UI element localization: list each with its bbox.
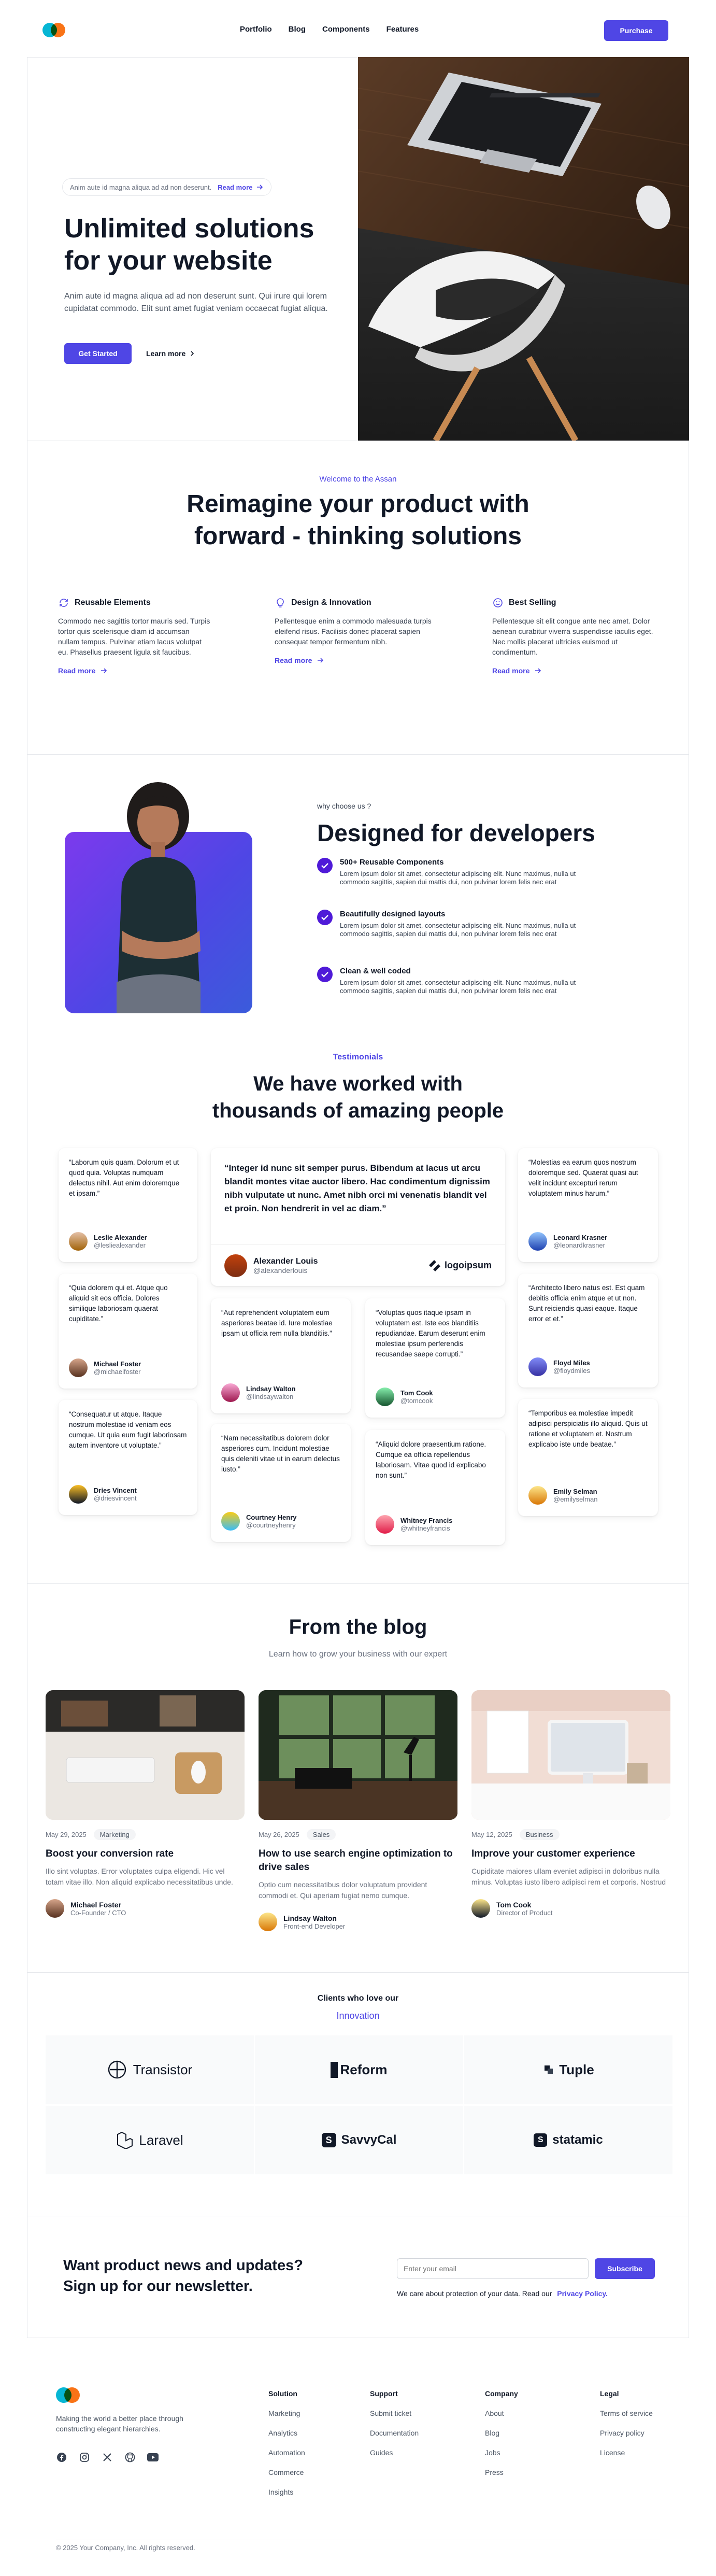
testimonial-quote: “Aliquid dolore praesentium ratione. Cumque ea officia repellendus laboriosam. Vitae quod id explicabo non sunt.” [376, 1440, 486, 1479]
avatar [528, 1232, 547, 1251]
post-date: May 12, 2025 [471, 1831, 512, 1838]
testimonials-section [0, 1034, 716, 1583]
logo-text: statamic [552, 2133, 603, 2147]
avatar [259, 1913, 277, 1931]
footer-link[interactable]: About [485, 2409, 504, 2417]
why-item [317, 910, 583, 938]
author-handle: @tomcook [400, 1397, 433, 1405]
hero-description: Anim aute id magna aliqua ad ad non deserunt sunt. Qui irure qui lorem cupidatat commodo. Elit sunt amet fugiat veniam occaecat fugiat aliqua. [64, 292, 328, 313]
feature-title: Best Selling [509, 598, 556, 607]
post-title[interactable]: Improve your customer experience [471, 1848, 635, 1859]
logo-text: Laravel [139, 2132, 183, 2148]
author-handle: @leonardkrasner [553, 1241, 605, 1249]
why-section [0, 754, 716, 1034]
avatar [69, 1358, 88, 1377]
author-name: Alexander Louis [253, 1256, 318, 1266]
laravel-icon [116, 2131, 134, 2149]
post-title[interactable]: How to use search engine optimization to drive sales [259, 1848, 453, 1873]
testimonial-author [221, 1512, 297, 1531]
author-name: Leslie Alexander [94, 1234, 147, 1241]
blog-post-image[interactable] [46, 1690, 245, 1820]
why-item-body: Lorem ipsum dolor sit amet, consectetur adipiscing elit. Nunc maximus, nulla ut commodo sagittis, sapien dui mattis dui, non pulvinar lorem felis nec erat [340, 922, 576, 938]
why-item [317, 858, 583, 886]
why-item-title: Clean & well coded [340, 967, 411, 975]
statamic-icon: S [534, 2133, 547, 2147]
author-handle: @driesvincent [94, 1494, 137, 1502]
brand-logo[interactable] [42, 23, 67, 37]
newsletter-title [63, 2255, 303, 2297]
post-title[interactable]: Boost your conversion rate [46, 1848, 174, 1859]
post-author [259, 1913, 457, 1931]
laptop-desk-photo [358, 57, 689, 441]
footer-link[interactable]: Jobs [485, 2448, 500, 2457]
footer-tagline: Making the world a better place through constructing elegant hierarchies. [56, 2414, 183, 2433]
blog-post [471, 1829, 670, 1918]
footer-link[interactable]: Analytics [268, 2429, 298, 2437]
top-nav [0, 0, 716, 57]
footer-column-head: Support [370, 2389, 398, 2398]
client-logo-transistor [46, 2035, 254, 2104]
blog-section [0, 1583, 716, 1967]
nav-link-portfolio[interactable]: Portfolio [240, 25, 272, 34]
testimonial-author [69, 1485, 137, 1504]
intro-title-line2: forward - thinking solutions [194, 522, 522, 550]
testimonial-quote: “Laborum quis quam. Dolorum et ut quod quia. Voluptas numquam delectus nihil. Aut enim doloremque et ipsam.” [69, 1158, 180, 1197]
testimonial-quote: “Temporibus ea molestiae impedit adipisci perspiciatis illo aliquid. Quis ut ratione et voluptatem et. Nostrum explicabo iste unde beatae.” [528, 1409, 648, 1448]
intro-section [0, 441, 716, 752]
testimonial-card [518, 1399, 658, 1516]
check-circle-icon [317, 910, 333, 925]
newsletter-section [0, 2216, 716, 2335]
testimonial-quote: “Architecto libero natus est. Est quam debitis officia enim atque et ut non. Sunt reiciendis quasi eaque. Itaque error et et.” [528, 1284, 645, 1323]
author-name: Leonard Krasner [553, 1234, 608, 1241]
woman-portrait-photo [65, 775, 252, 1013]
read-more-label: Read more [275, 656, 312, 664]
post-author [471, 1899, 670, 1918]
author-role: Front-end Developer [283, 1922, 346, 1930]
testimonial-quote: “Nam necessitatibus dolorem dolor asperiores cum. Incidunt molestiae quis deleniti vitae ut in earum delectus iusto.” [221, 1434, 340, 1473]
author-handle: @alexanderlouis [253, 1266, 308, 1275]
avatar [224, 1254, 247, 1277]
avatar [69, 1485, 88, 1504]
footer-link[interactable]: Blog [485, 2429, 500, 2437]
post-excerpt: Cupiditate maiores ullam eveniet adipisci in doloribus nulla minus. Voluptas iusto libero adipisci rem et corporis. Nostrud [471, 1867, 666, 1886]
author-handle: @lesliealexander [94, 1241, 146, 1249]
testimonial-quote: “Molestias ea earum quos nostrum doloremque sed. Quaerat quasi aut velit incidunt excepturi rerum voluptatem minus harum.” [528, 1158, 638, 1197]
hero-title-line1: Unlimited solutions [64, 214, 314, 244]
footer-link[interactable]: Terms of service [600, 2409, 653, 2417]
desk-keyboard-photo [46, 1690, 245, 1820]
logo-text: logoipsum [445, 1260, 492, 1270]
why-item-title: Beautifully designed layouts [340, 910, 446, 918]
testimonial-card [59, 1400, 197, 1515]
post-tag[interactable]: Business [520, 1829, 560, 1840]
check-circle-icon [317, 858, 333, 873]
author-name: Emily Selman [553, 1488, 597, 1495]
avatar [528, 1357, 547, 1376]
instagram-icon[interactable] [79, 2452, 90, 2463]
footer-link[interactable]: Commerce [268, 2468, 304, 2476]
clients-section [0, 1972, 716, 2216]
blog-post [46, 1829, 245, 1918]
author-handle: @michaelfoster [94, 1368, 141, 1376]
testimonial-card [518, 1273, 658, 1388]
footer-column-solution [268, 2389, 305, 2496]
footer-link[interactable]: License [600, 2448, 625, 2457]
footer-link[interactable]: Insights [268, 2488, 294, 2496]
post-excerpt: Optio cum necessitatibus dolor voluptatum provident commodi et. Qui aperiam fugiat nemo cumque. [259, 1880, 427, 1900]
why-item [317, 967, 583, 995]
footer-copyright: © 2025 Your Company, Inc. All rights reserved. [56, 2544, 195, 2552]
author-name: Lindsay Walton [246, 1385, 296, 1393]
testimonial-card [211, 1298, 351, 1413]
blog-title: From the blog [289, 1616, 427, 1638]
note-text: We care about protection of your data. Read our [397, 2289, 552, 2298]
hero-content [27, 57, 358, 441]
arrow-right-icon [534, 667, 542, 675]
avatar [69, 1232, 88, 1251]
author-name: Tom Cook [400, 1389, 433, 1397]
footer-link[interactable]: Marketing [268, 2409, 300, 2417]
testimonial-author [376, 1388, 433, 1406]
hero-title-line2: for your website [64, 246, 273, 276]
testimonial-quote: “Quia dolorem qui et. Atque quo aliquid sit eos officia. Dolores similique laboriosam quaerat cupiditate.” [69, 1284, 168, 1323]
footer-link[interactable]: Documentation [370, 2429, 419, 2437]
post-tag[interactable]: Marketing [94, 1829, 136, 1840]
transistor-icon [107, 2060, 127, 2079]
avatar [528, 1486, 547, 1505]
author-handle: @lindsaywalton [246, 1393, 294, 1400]
nav-link-blog[interactable]: Blog [288, 25, 306, 34]
author-role: Director of Product [496, 1908, 553, 1917]
newsletter-title-line1: Want product news and updates? [63, 2257, 303, 2274]
footer-column-head: Solution [268, 2389, 297, 2398]
newsletter-email-input[interactable] [397, 2258, 589, 2279]
testimonials-title [0, 1070, 716, 1124]
avatar [46, 1899, 64, 1918]
author-name: Dries Vincent [94, 1487, 137, 1494]
footer-column-legal [600, 2389, 653, 2457]
avatar [221, 1512, 240, 1531]
post-date: May 29, 2025 [46, 1831, 87, 1838]
author-name: Courtney Henry [246, 1513, 297, 1521]
testimonials-title-line2: thousands of amazing people [212, 1099, 504, 1122]
testimonial-quote: “Aut reprehenderit voluptatem eum asperiores beatae id. Iure molestiae ipsam ut officia rem nulla blanditiis.” [221, 1309, 333, 1337]
feature-card [275, 597, 440, 664]
feature-read-more-link[interactable] [275, 656, 440, 664]
testimonial-author [69, 1358, 141, 1377]
testimonial-author [376, 1515, 452, 1534]
footer-link[interactable]: Guides [370, 2448, 393, 2457]
read-more-label: Read more [58, 667, 96, 675]
lightbulb-icon [275, 597, 286, 608]
arrow-right-icon [255, 183, 264, 191]
testimonial-author [528, 1232, 607, 1251]
feature-body: Commodo nec sagittis tortor mauris sed. Turpis tortor quis scelerisque diam id accumsan nullam tempus. Pulvinar etiam lacus volutpat eu. Phasellus praesent ligula sit faucibus. [58, 617, 210, 656]
feature-card [492, 597, 658, 675]
testimonial-card [211, 1424, 351, 1542]
client-logo-statamic [464, 2106, 672, 2174]
author-handle: @floydmiles [553, 1367, 590, 1375]
testimonial-card [365, 1430, 505, 1545]
testimonial-card [59, 1273, 197, 1389]
chevron-right-icon [189, 350, 196, 357]
intro-eyebrow: Welcome to the Assan [319, 475, 397, 484]
client-logo-tuple [464, 2035, 672, 2104]
avatar [471, 1899, 490, 1918]
learn-more-label: Learn more [146, 349, 186, 358]
testimonials-title-line1: We have worked with [253, 1072, 463, 1095]
footer-column-company [485, 2389, 518, 2476]
blog-post-image[interactable] [259, 1690, 457, 1820]
testimonial-card [59, 1148, 197, 1262]
logo-text: SavvyCal [341, 2133, 397, 2147]
testimonial-quote: “Consequatur ut atque. Itaque nostrum molestiae id veniam eos cumque. Ut quia eum fugit laboriosam autem inventore ut voluptate.” [69, 1410, 187, 1449]
smile-icon [492, 597, 504, 608]
footer-link[interactable]: Press [485, 2468, 504, 2476]
author-name: Lindsay Walton [283, 1914, 337, 1922]
intro-title [0, 488, 716, 553]
feature-read-more-link[interactable] [492, 667, 658, 675]
blog-post-image[interactable] [471, 1690, 670, 1820]
testimonial-author [528, 1357, 590, 1376]
feature-card [58, 597, 211, 675]
testimonial-author [221, 1383, 296, 1402]
author-role: Co-Founder / CTO [70, 1908, 126, 1917]
footer-column-head: Company [485, 2389, 518, 2398]
logoipsum-logo [428, 1259, 492, 1272]
feature-body: Pellentesque sit elit congue ante nec amet. Dolor aenean curabitur viverra suspendisse iaculis eget. Nec mollis placerat ultricies euismod ut condimentum. [492, 617, 653, 656]
nav-links [232, 25, 427, 34]
feature-title: Reusable Elements [75, 598, 151, 607]
subscribe-button[interactable]: Subscribe [595, 2258, 655, 2279]
post-excerpt: Illo sint voluptas. Error voluptates culpa eligendi. Hic vel totam vitae illo. Non aliquid explicabo necessitatibus unde. [46, 1867, 233, 1886]
author-handle: @whitneyfrancis [400, 1524, 450, 1532]
check-circle-icon [317, 967, 333, 982]
feature-read-more-link[interactable] [58, 667, 211, 675]
savvycal-icon: S [322, 2133, 336, 2147]
imac-desk-photo [471, 1690, 670, 1820]
testimonial-author [528, 1486, 597, 1505]
purchase-button[interactable]: Purchase [604, 20, 668, 41]
testimonial-quote: “Voluptas quos itaque ipsam in voluptatem est. Iste eos blanditiis repudiandae. Earum deserunt enim molestiae ipsum perferendis recusandae saepe corrupti.” [376, 1309, 485, 1358]
social-links [56, 2452, 170, 2463]
featured-quote: “Integer id nunc sit semper purus. Bibendum at lacus ut arcu blandit montes vitae auctor libero. Hac condimentum dignissim nibh vulputate ut nunc. Amet nibh orci mi venenatis blandit vel et proin. Non hendrerit in vel ac diam.” [224, 1163, 490, 1213]
facebook-icon[interactable] [56, 2452, 67, 2463]
logo-text: Transistor [133, 2061, 193, 2077]
why-item-title: 500+ Reusable Components [340, 858, 444, 867]
client-logo-savvycal [255, 2106, 463, 2174]
author-handle: @courtneyhenry [246, 1521, 296, 1529]
author-name: Tom Cook [496, 1900, 532, 1909]
footer-column-support [370, 2389, 419, 2457]
avatar [221, 1383, 240, 1402]
author-name: Floyd Miles [553, 1359, 590, 1367]
why-title: Designed for developers [317, 819, 595, 846]
x-icon[interactable] [102, 2452, 113, 2463]
refresh-icon [58, 597, 69, 608]
feature-body: Pellentesque enim a commodo malesuada turpis eleifend risus. Facilisis donec placerat sapien consequat tempor fermentum nibh. [275, 617, 432, 646]
privacy-policy-link[interactable]: Privacy Policy. [557, 2289, 608, 2298]
footer-link[interactable]: Privacy policy [600, 2429, 645, 2437]
hero-title [64, 213, 354, 277]
youtube-icon[interactable] [147, 2452, 159, 2463]
github-icon[interactable] [124, 2452, 136, 2463]
newsletter-title-line2: Sign up for our newsletter. [63, 2278, 253, 2295]
learn-more-link[interactable] [146, 343, 196, 364]
avatar [376, 1388, 394, 1406]
testimonial-author [69, 1232, 147, 1251]
window-desk-photo [259, 1690, 457, 1820]
arrow-right-icon [99, 667, 108, 675]
author-name: Whitney Francis [400, 1517, 453, 1524]
clients-eyebrow: Clients who love our [317, 1994, 399, 2003]
footer-column-head: Legal [600, 2389, 619, 2398]
arrow-right-icon [316, 656, 324, 664]
footer-link[interactable]: Automation [268, 2448, 305, 2457]
feature-title: Design & Innovation [291, 598, 371, 607]
footer-link[interactable]: Submit ticket [370, 2409, 412, 2417]
nav-link-features[interactable]: Features [386, 25, 419, 34]
get-started-button[interactable]: Get Started [64, 343, 132, 364]
logoipsum-icon [428, 1259, 441, 1272]
why-item-body: Lorem ipsum dolor sit amet, consectetur adipiscing elit. Nunc maximus, nulla ut commodo sagittis, sapien dui mattis dui, non pulvinar lorem felis nec erat [340, 870, 576, 886]
newsletter-note [397, 2289, 608, 2298]
client-logo-reform [255, 2035, 463, 2104]
why-eyebrow: why choose us ? [317, 802, 371, 810]
pill-text: Anim aute id magna aliqua ad ad non deserunt. [70, 183, 212, 191]
author-name: Michael Foster [70, 1900, 122, 1909]
post-tag[interactable]: Sales [307, 1829, 336, 1840]
nav-link-components[interactable]: Components [322, 25, 370, 34]
blog-post [259, 1829, 457, 1931]
hero-announcement-pill [62, 178, 271, 196]
clients-accent: Innovation [336, 2011, 380, 2021]
tuple-icon [542, 2063, 555, 2076]
post-date: May 26, 2025 [259, 1831, 299, 1838]
author-handle: @emilyselman [553, 1495, 598, 1503]
intro-title-line1: Reimagine your product with [187, 490, 529, 518]
read-more-label: Read more [492, 667, 530, 675]
pill-read-more-link[interactable]: Read more [218, 183, 253, 191]
testimonial-card [365, 1298, 505, 1418]
hero-image [358, 57, 689, 441]
blog-subtitle: Learn how to grow your business with our expert [268, 1650, 448, 1659]
why-item-body: Lorem ipsum dolor sit amet, consectetur adipiscing elit. Nunc maximus, nulla ut commodo sagittis, sapien dui mattis dui, non pulvinar lorem felis nec erat [340, 979, 576, 995]
testimonials-eyebrow: Testimonials [333, 1053, 383, 1061]
logo-text: Reform [331, 2062, 387, 2078]
featured-author [211, 1244, 505, 1286]
footer-brand-logo[interactable] [56, 2387, 81, 2403]
client-logo-laravel [46, 2106, 254, 2174]
footer [0, 2338, 716, 2576]
author-name: Michael Foster [94, 1360, 141, 1368]
avatar [376, 1515, 394, 1534]
post-author [46, 1899, 245, 1918]
logo-text: Tuple [559, 2061, 594, 2077]
testimonial-card [518, 1148, 658, 1262]
